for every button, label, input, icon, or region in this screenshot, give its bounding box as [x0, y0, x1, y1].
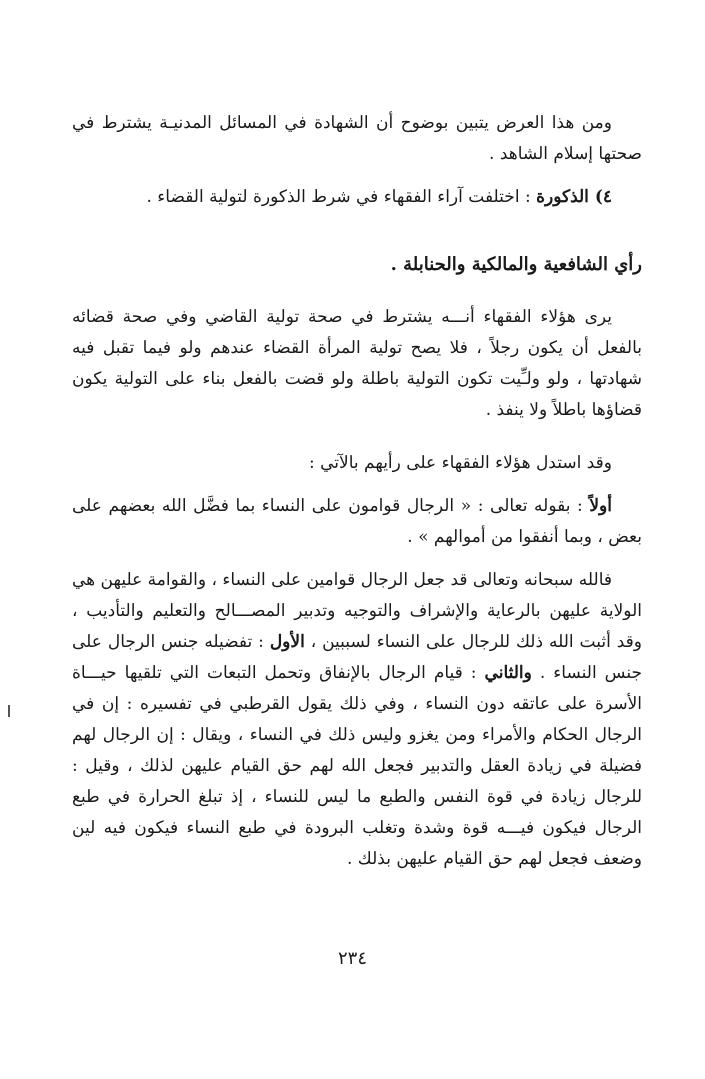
paragraph-evidence-intro: وقد استدل هؤلاء الفقهاء على رأيهم بالآتي : [309, 453, 612, 473]
paragraph-explanation [72, 565, 642, 875]
masculinity-label: ٤) الذكورة [536, 187, 612, 207]
spacer [72, 426, 642, 448]
paragraph-first-evidence [72, 491, 642, 553]
spacer [72, 280, 642, 302]
paragraph-masculinity [72, 182, 642, 213]
page-body [72, 108, 642, 875]
spacer [72, 170, 642, 182]
paragraph-1: ومن هذا العرض يتبين بوضوح أن الشهادة في المسائل المدنيـة يشترط في صحتها إسلام الشاهد . [72, 113, 642, 164]
spacer [72, 553, 642, 565]
explanation-part-a: فالله سبحانه وتعالى قد جعل الرجال قوامين على النساء ، والقوامة عليهن هي الولاية عليهن بالرعاية والإشراف والتوجيه وتدبير المصـــالح والتعليم والتأديب ، وقد أثبت الله ذلك للرجال على النساء لسببين ، [72, 570, 642, 652]
page-number: ٢٣٤ [337, 948, 367, 969]
first-evidence-label: أولاً [589, 496, 612, 516]
explanation-part-b: : تفضيله جنس الرجال على جنس النساء . [72, 632, 642, 683]
spacer [72, 479, 642, 491]
paragraph-opinion: يرى هؤلاء الفقهاء أنـــه يشترط في صحة تولية القاضي وفي صحة قضائه بالفعل أن يكون رجلاً ، فلا يصح تولية المرأة القضاء عندهم ولو فيما تقبل فيه شهادتها ، ولو ولـِّيت تكون التولية باطلة ولو قضت بالفعل بناء على التولية يكون قضاؤها باطلاً ولا ينفذ . [72, 307, 642, 420]
masculinity-text: : اختلفت آراء الفقهاء في شرط الذكورة لتولية القضاء . [146, 187, 537, 207]
first-evidence-text: : بقوله تعالى : « الرجال قوامون على النساء بما فضَّل الله بعضهم على بعض ، وبما أنفقوا من أموالهم » . [72, 496, 642, 547]
explanation-part-c: : قيام الرجال بالإنفاق وتحمل التبعات التي تلقيها حيـــاة الأسرة على عاتقه دون النساء ، وفي ذلك يقول القرطبي في تفسيره : إن في الرجال الحكام والأمراء ومن يغزو وليس ذلك في النساء ، ويقال : إن الرجال لهم فضيلة في زيادة العقل والتدبير فجعل الله لهم حق القيام عليهن لذلك ، وقيل : للرجال زيادة في قوة النفس والطبع ما ليس للنساء ، إذ تبلغ الحرارة في طبع الرجال فيكون فيـــه قوة وشدة وتغلب البرودة في طبع النساء فيكون فيه لين وضعف فجعل لهم حق القيام عليهن بذلك . [72, 663, 642, 869]
section-heading: رأي الشافعية والمالكية والحنابلة . [390, 254, 642, 275]
first-reason-label: الأول [269, 632, 305, 652]
second-reason-label: والثاني [484, 663, 532, 683]
margin-mark [8, 705, 10, 717]
spacer [72, 213, 642, 249]
